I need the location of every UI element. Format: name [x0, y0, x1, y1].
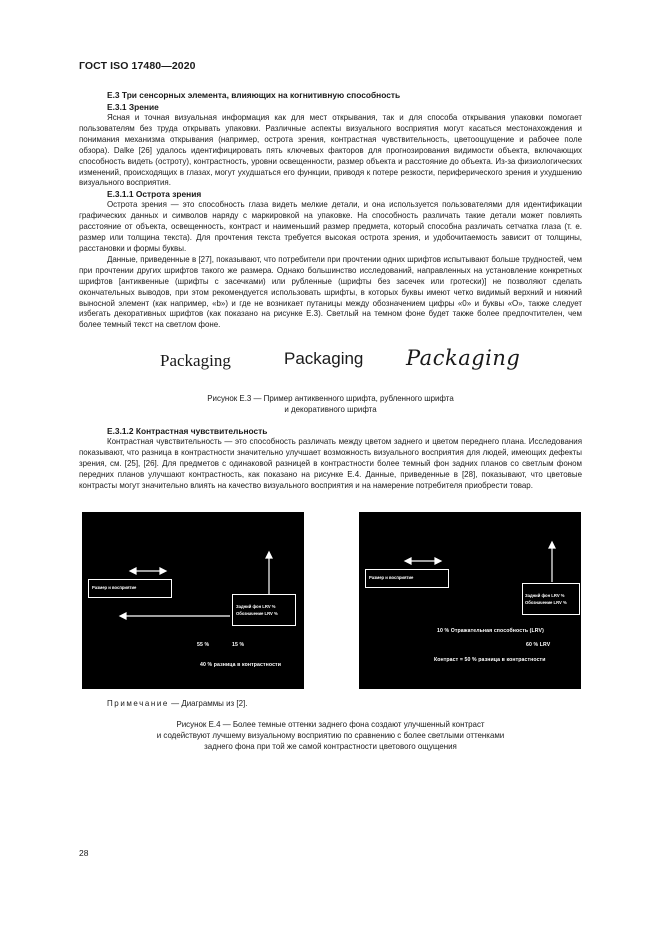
page-header-standard: ГОСТ ISO 17480—2020	[79, 60, 196, 72]
lrv-box-left	[232, 594, 296, 626]
contrast-text-left: 40 % разница в контрастности	[200, 661, 281, 668]
lrv-box-right-label-1: Задний фон LRV %	[525, 592, 565, 598]
reflectance-text-right: 10 % Отражательная способность (LRV)	[437, 627, 544, 634]
sans-sample: Packaging	[284, 349, 364, 369]
section-e311-paragraph-1: Острота зрения — это способность глаза видеть мелкие детали, и она используется пользователями для идентификации графических данных и символов наряду с маркировкой на упаковке. На способность различать такие детали может повлиять расстояние от объекта, освещенность, контраст и наименьший размер предмета, который способна различать сетчатка глаза (т. е. размер или толщина текста). Для прочтения текста требуется высокая острота зрения, и удобочитаемость зависит от толщины, расстановки и формы буквы.	[79, 200, 582, 253]
serif-sample: Packaging	[160, 351, 231, 371]
section-e31-heading: Е.3.1 Зрение	[107, 102, 159, 112]
note-label: Примечание	[107, 698, 169, 708]
lrv-box-left-label-1: Задний фон LRV %	[236, 603, 276, 609]
figure-e3-caption-line-1: Рисунок Е.3 — Пример антиквенного шрифта, рубленного шрифта	[207, 394, 454, 404]
contrast-diagram-right	[359, 512, 581, 689]
section-e31-paragraph: Ясная и точная визуальная информация как для мест открывания, так и для способа открывания упаковки помогает пользователям без труда открывать упаковки. Различные аспекты визуального восприятия могут касаться местонахождения и понимания механизма открывания (например, острота зрения, контрастная чувствительность, цветоощущение и рабочее поле обзора). Dalke [26] удалось идентифицировать пять ключевых факторов для прогнозирования видимости объекта, включающих способность видеть (остроту), контрастность, уровни освещенности, размер объекта и расстояние до объекта. Из-за физиологических изменений, происходящих в глазах, могут ухудшаться его функции, приводя к потере резкости, периферического зрения и ухудшению визуального восприятия.	[79, 113, 582, 188]
figure-e3-specimen	[79, 343, 582, 383]
value-a-left: 55 %	[197, 641, 210, 648]
page-number: 28	[79, 848, 89, 858]
contrast-diagram-left	[82, 512, 304, 689]
size-perception-label-right: Размер и восприятие	[369, 574, 414, 580]
section-e311-heading: Е.3.1.1 Острота зрения	[107, 189, 202, 200]
figure-e4-caption-line-2: и содействуют лучшему визуальному восприятию по сравнению с более светлыми оттенками	[156, 730, 505, 740]
lrv-text-right: 60 % LRV	[526, 641, 551, 648]
figure-e4-diagrams	[79, 512, 582, 690]
figure-e3-caption-line-2: и декоративного шрифта	[284, 405, 377, 415]
section-e312-heading: Е.3.1.2 Контрастная чувствительность	[107, 426, 268, 437]
figure-e4-caption-line-1: Рисунок Е.4 — Более темные оттенки заднего фона создают улучшенный контраст	[176, 719, 485, 729]
page-content	[79, 90, 582, 752]
note-text: — Диаграммы из [2].	[171, 698, 248, 708]
lrv-box-right-label-2: Обозначение LRV %	[525, 599, 567, 605]
section-e3-heading: Е.3 Три сенсорных элемента, влияющих на когнитивную способность	[107, 90, 401, 100]
figure-e4-note	[79, 698, 582, 709]
value-b-left: 15 %	[232, 641, 245, 648]
section-e312-paragraph: Контрастная чувствительность — это способность различать между цветом заднего и цветом переднего плана. Исследования показывают, что разница в контрастности значительно улучшает возможность визуального восприятия для людей, имеющих дефекты зрения, см. [25], [26]. Для предметов с одинаковой разницей в контрастности более темный фон задних планов со светлым фоном передних планов улучшают контрастность, как показано на рисунке Е.4. Данные, приведенные в [28], показывают, что цветовые контрасты могут значительно влиять на качество визуального восприятия и на намерение потребителя приобрести товар.	[79, 437, 582, 490]
lrv-box-right	[522, 583, 580, 615]
figure-e4-caption-line-3: заднего фона при той же самой контрастности цветового ощущения	[204, 741, 457, 751]
decorative-sample: Packaging	[406, 346, 521, 371]
section-e311-paragraph-2: Данные, приведенные в [27], показывают, что потребители при прочтении одних шрифтов испытывают больше трудностей, чем при прочтении других шрифтов такого же размера. Однако большинство исследований, направленных на установление конкретных шрифтов [антиквенные (шрифты с засечками) или рубленные (шрифты без засечек или гротески)] не позволяют сделать окончательных выводов, при этом рекомендуется использовать шрифты, в которых буквы имеют четко видимый верхний и нижний выносной элемент (как например, «b») и где не возникает путаницы между обозначением цифры «0» и буквы «О», также следует избегать декоративных шрифтов (как показано на рисунке Е.3). Светлый на темном фоне будет также более предпочтителен, чем более темный текст на светлом фоне.	[79, 254, 582, 330]
contrast-text-right: Контраст = 50 % разница в контрастности	[434, 656, 546, 663]
size-perception-label-left: Размер и восприятие	[92, 584, 137, 590]
lrv-box-left-label-2: Обозначение LRV %	[236, 610, 278, 616]
